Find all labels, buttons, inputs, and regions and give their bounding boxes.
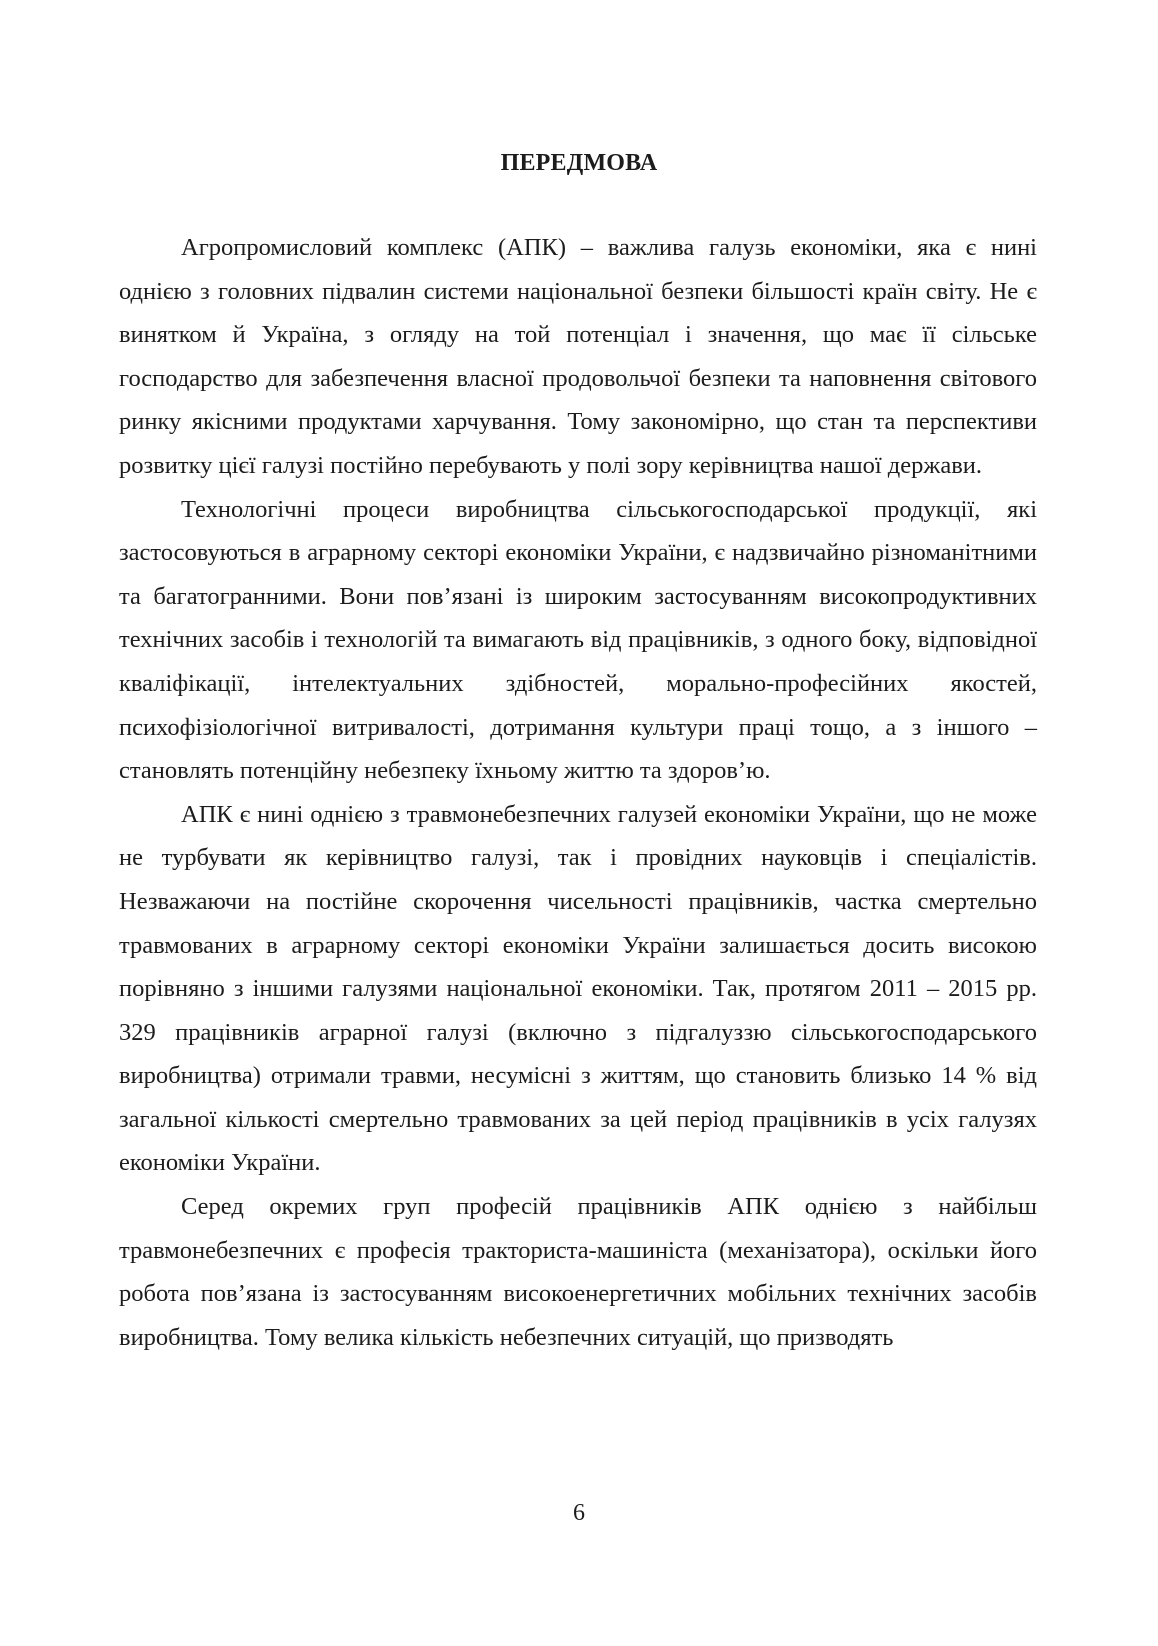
page-number: 6 [573,1500,585,1526]
paragraph-2: Технологічні процеси виробництва сільськогосподарської продукції, які застосовуються в аграрному секторі економіки України, є надзвичайно різноманітними та багатогранними. Вони пов’язані із широким застосуванням високопродуктивних технічних засобів і технологій та вимагають від працівників, з одного боку, відповідної кваліфікації, інтелектуальних здібностей, морально-професійних якостей, психофізіологічної витривалості, дотримання культури праці тощо, а з іншого – становлять потенційну небезпеку їхньому життю та здоров’ю. [119,495,1037,785]
paragraph-4: Серед окремих груп професій працівників АПК однією з найбільш травмонебезпечних є професія тракториста-машиніста (механізатора), оскільки його робота пов’язана із застосуванням високоенергетичних мобільних технічних засобів виробництва. Тому велика кількість небезпечних ситуацій, що призводять [119,1193,1037,1351]
paragraph-1: Агропромисловий комплекс (АПК) – важлива галузь економіки, яка є нині однією з головних підвалин системи національної безпеки більшості країн світу. Не є винятком й Україна, з огляду на той потенціал і значення, що має її сільське господарство для забезпечення власної продовольчої безпеки та наповнення світового ринку якісними продуктами харчування. Тому закономірно, що стан та перспективи розвитку цієї галузі постійно перебувають у полі зору керівництва нашої держави. [119,234,1037,479]
paragraph-3: АПК є нині однією з травмонебезпечних галузей економіки України, що не може не турбувати як керівництво галузі, так і провідних науковців і спеціалістів. Незважаючи на постійне скорочення чисельності працівників, частка смертельно травмованих в аграрному секторі економіки України залишається досить високою порівняно з іншими галузями національної економіки. Так, протягом 2011 – 2015 рр. 329 працівників аграрної галузі (включно з підгалуззю сільськогосподарського виробництва) отримали травми, несумісні з життям, що становить близько 14 % від загальної кількості смертельно травмованих за цей період працівників в усіх галузях економіки України. [119,800,1037,1177]
body-text [119,226,1037,1359]
page-title: ПЕРЕДМОВА [500,150,658,176]
